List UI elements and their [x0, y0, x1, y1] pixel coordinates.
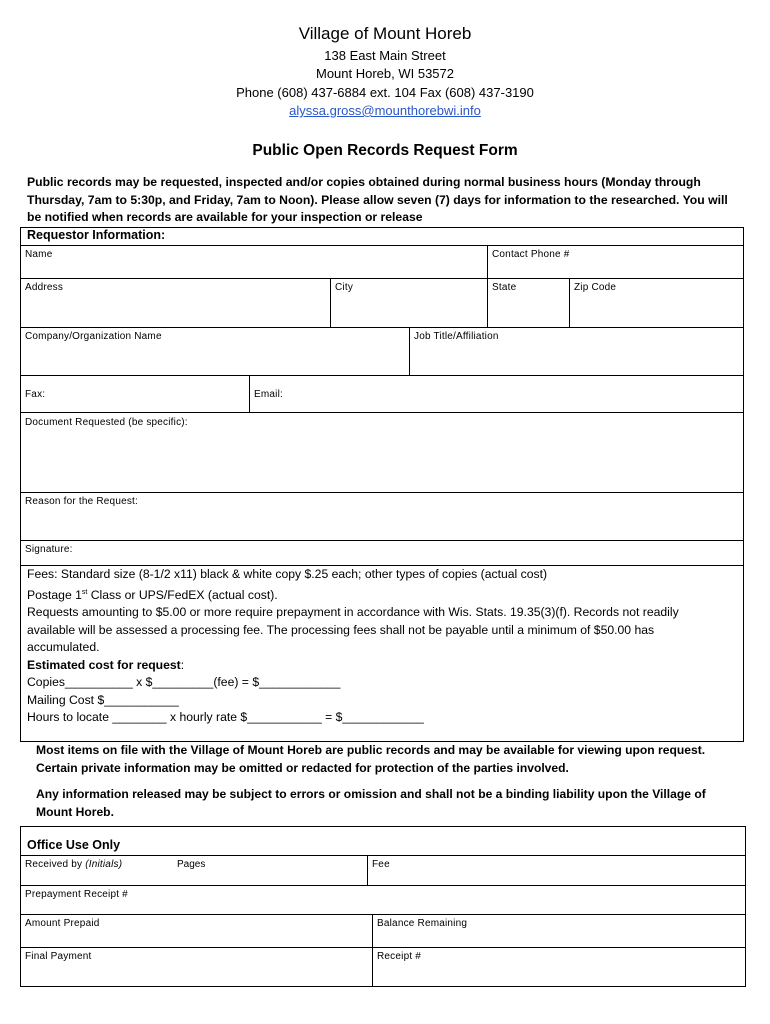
- fees-section: [27, 566, 739, 727]
- fees-prepayment-line: Requests amounting to $5.00 or more require prepayment in accordance with Wis. Stats. 19.35(3)(f). Records not readily: [27, 605, 679, 620]
- received-by-label: Received by: [25, 859, 86, 870]
- name-field[interactable]: Name: [20, 245, 488, 279]
- pages-label: Pages: [177, 859, 206, 870]
- intro-paragraph: Public records may be requested, inspected and/or copies obtained during normal business hours (Monday through Thursday, 7am to 5:30p, and Friday, 7am to Noon). Please allow seven (7) days for information to the researched. You will be notified when records are available for your inspection or release: [27, 175, 728, 224]
- fee-field[interactable]: Fee: [367, 855, 746, 886]
- contact-email-link[interactable]: alyssa.gross@mounthorebwi.info: [289, 103, 481, 118]
- hours-cost-line[interactable]: Hours to locate ________ x hourly rate $___________ = $____________: [27, 710, 424, 725]
- city-field[interactable]: City: [330, 278, 488, 328]
- email-field[interactable]: Email:: [249, 375, 744, 413]
- receipt-number-field[interactable]: Receipt #: [372, 947, 746, 987]
- fax-field[interactable]: Fax:: [20, 375, 250, 413]
- signature-field[interactable]: Signature:: [20, 540, 744, 566]
- organization-name: Village of Mount Horeb: [298, 24, 472, 43]
- phone-fax-line: Phone (608) 437-6884 ext. 104 Fax (608) 437-3190: [236, 85, 534, 100]
- street-address: 138 East Main Street: [324, 48, 446, 63]
- address-field[interactable]: Address: [20, 278, 331, 328]
- amount-prepaid-field[interactable]: Amount Prepaid: [20, 914, 373, 948]
- requestor-heading-row: [20, 227, 744, 246]
- contact-phone-field[interactable]: Contact Phone #: [487, 245, 744, 279]
- public-records-note: Most items on file with the Village of Mount Horeb are public records and may be available for viewing upon request. Certain private information may be omitted or redacted for protection of the parties involved.: [36, 743, 706, 775]
- document-requested-field[interactable]: Document Requested (be specific):: [20, 412, 744, 493]
- postage-prefix: Postage 1: [27, 587, 82, 602]
- initials-label: (Initials): [85, 859, 123, 870]
- job-title-field[interactable]: Job Title/Affiliation: [409, 327, 744, 376]
- mailing-cost-line[interactable]: Mailing Cost $___________: [27, 692, 179, 707]
- reason-field[interactable]: Reason for the Request:: [20, 492, 744, 541]
- office-use-heading: Office Use Only: [27, 838, 121, 852]
- liability-note: Any information released may be subject to errors or omission and shall not be a binding liability upon the Village of Mount Horeb.: [36, 787, 706, 819]
- requestor-heading: Requestor Information:: [27, 228, 166, 242]
- fees-processing-line: available will be assessed a processing fee. The processing fees shall not be payable until a minimum of $50.00 has: [27, 622, 655, 637]
- form-title: Public Open Records Request Form: [252, 142, 518, 159]
- fees-accumulated-line: accumulated.: [27, 640, 100, 655]
- postage-superscript: st: [81, 588, 88, 596]
- estimated-cost-colon: :: [180, 657, 185, 672]
- zip-code-field[interactable]: Zip Code: [569, 278, 744, 328]
- state-field[interactable]: State: [487, 278, 570, 328]
- copies-cost-line[interactable]: Copies__________ x $_________(fee) = $____________: [27, 675, 341, 690]
- company-field[interactable]: Company/Organization Name: [20, 327, 410, 376]
- postage-suffix: Class or UPS/FedEX (actual cost).: [87, 587, 278, 602]
- fees-standard-line: Fees: Standard size (8-1/2 x11) black & white copy $.25 each; other types of copies (actual cost): [27, 567, 548, 581]
- final-payment-field[interactable]: Final Payment: [20, 947, 373, 987]
- estimated-cost-label: Estimated cost for request: [27, 657, 181, 672]
- balance-remaining-field[interactable]: Balance Remaining: [372, 914, 746, 948]
- office-use-header-row: [20, 826, 746, 856]
- estimated-cost-heading: [27, 657, 739, 675]
- prepayment-receipt-field[interactable]: Prepayment Receipt #: [20, 885, 746, 915]
- fees-postage-line: [27, 584, 739, 605]
- city-state-zip: Mount Horeb, WI 53572: [315, 66, 455, 81]
